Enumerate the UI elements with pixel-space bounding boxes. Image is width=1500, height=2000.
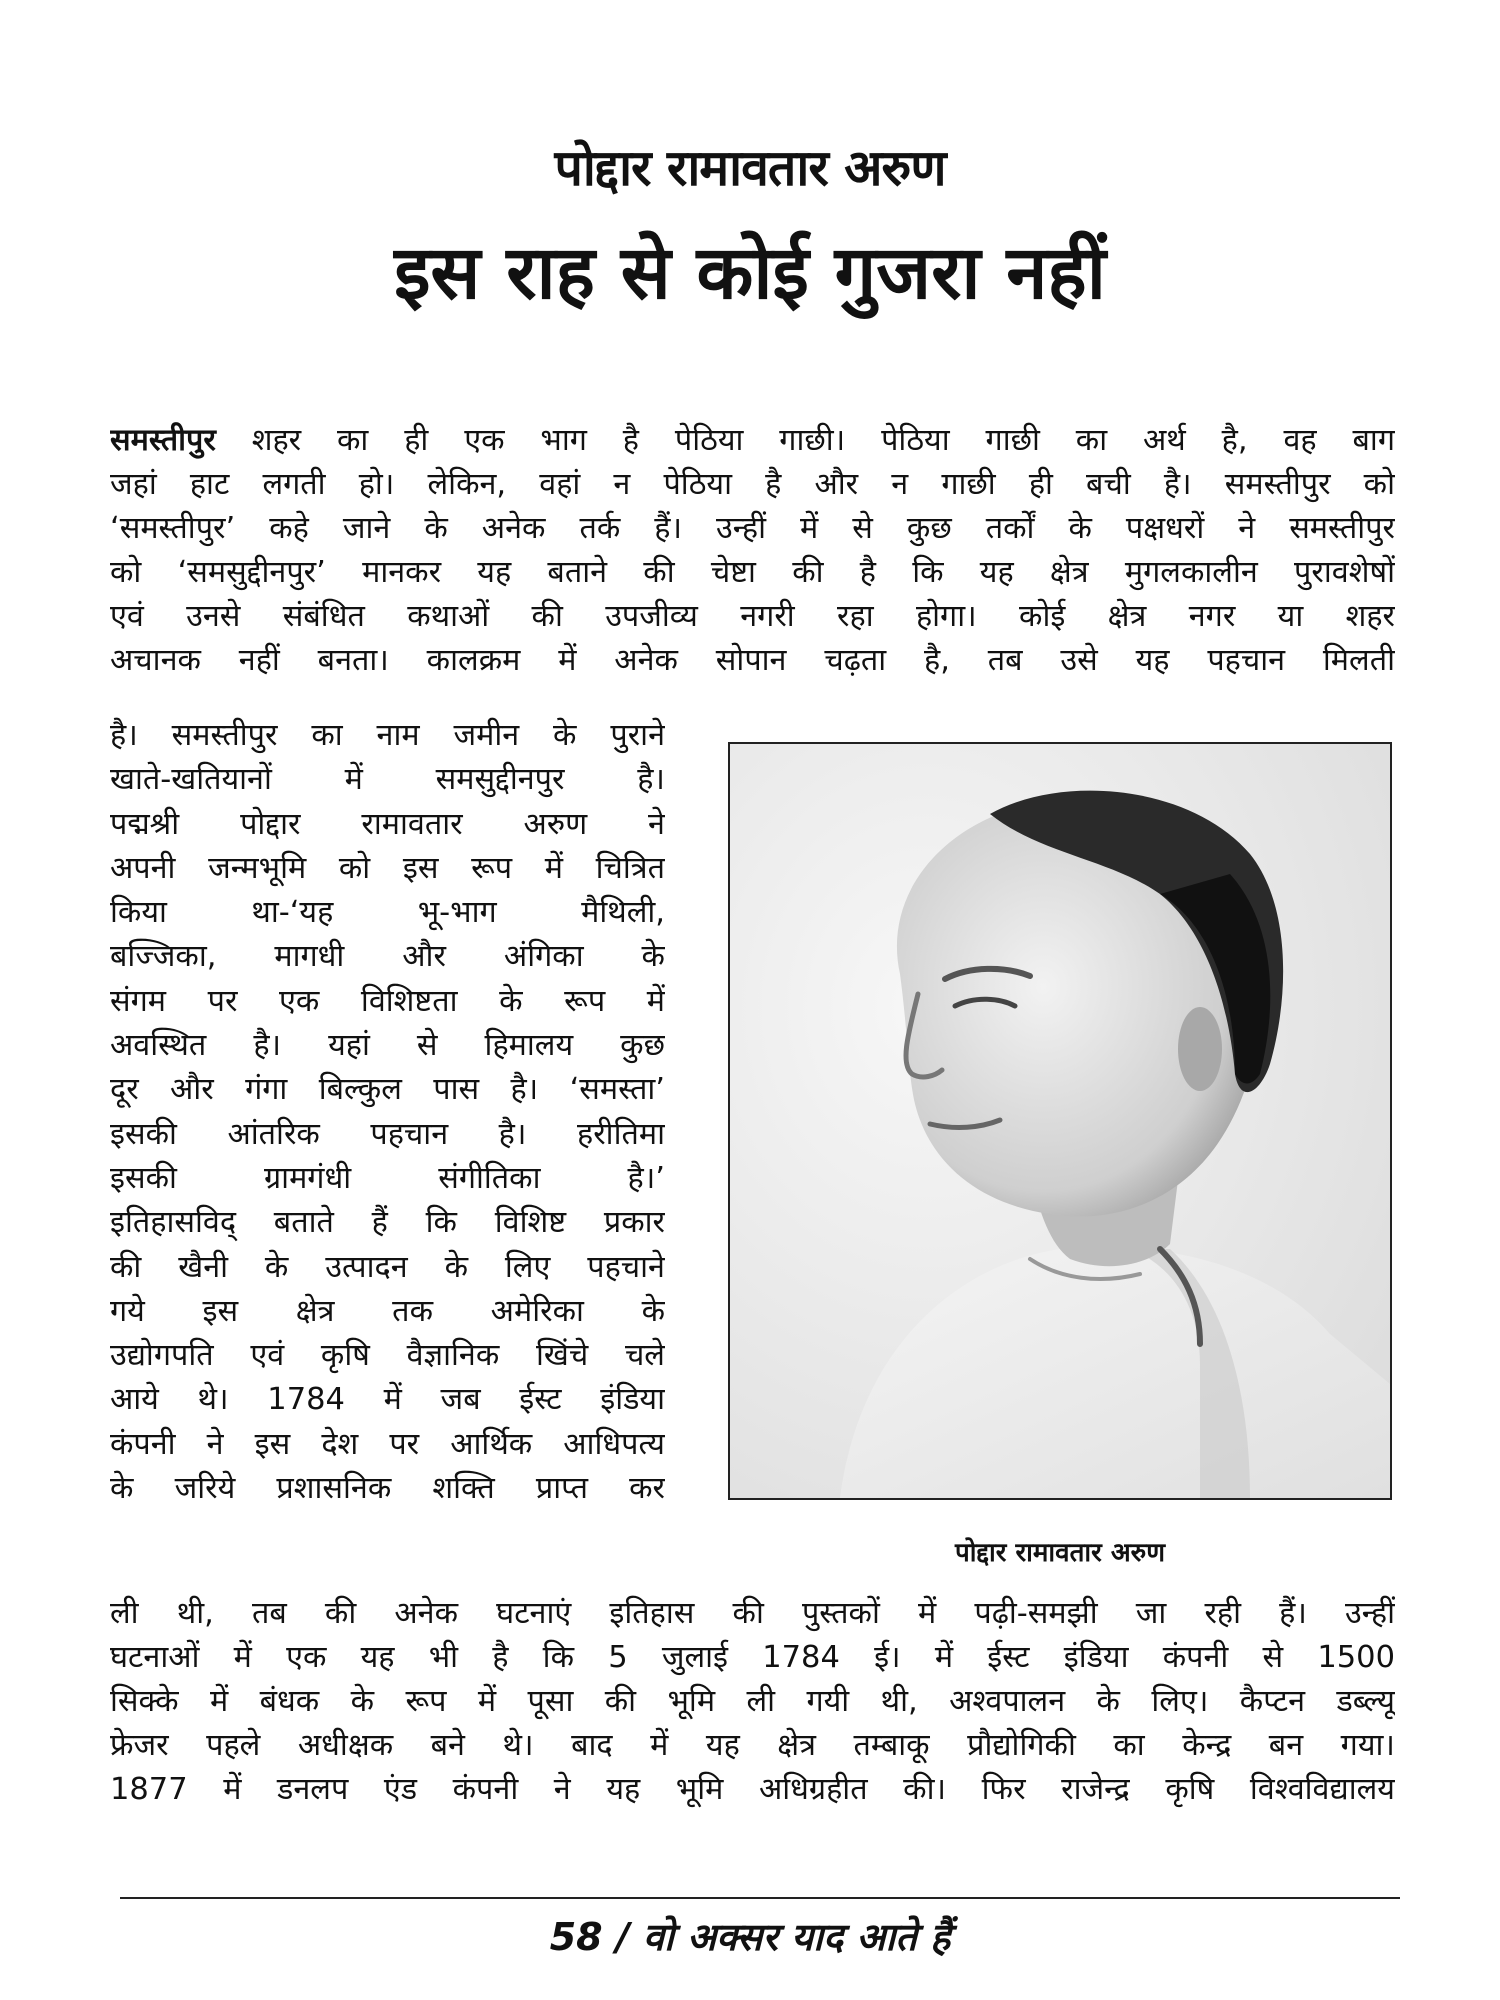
column-line: इसकी ग्रामगंधी संगीतिका है।’: [110, 1160, 665, 1196]
column-line: कंपनी ने इस देश पर आर्थिक आधिपत्य: [110, 1426, 665, 1462]
paragraph-line: फ्रेजर पहले अधीक्षक बने थे। बाद में यह क्षेत्र तम्बाकू प्रौद्योगिकी का केन्द्र बन गया।: [110, 1728, 1395, 1763]
page-footer: 58 / वो अक्सर याद आते हैं: [549, 1915, 951, 1959]
column-line: अवस्थित है। यहां से हिमालय कुछ: [110, 1028, 665, 1064]
top-paragraph: [110, 419, 1395, 683]
paragraph-line: [110, 419, 1395, 463]
paragraph-line: एवं उनसे संबंधित कथाओं की उपजीव्य नगरी रहा होगा। कोई क्षेत्र नगर या शहर: [110, 599, 1395, 634]
author-heading: पोद्दार रामावतार अरुण: [554, 139, 946, 197]
author-portrait-photo: [728, 742, 1392, 1500]
paragraph-line: को ‘समसुद्दीनपुर’ मानकर यह बताने की चेष्टा की है कि यह क्षेत्र मुगलकालीन पुरावशेषों: [110, 555, 1395, 590]
portrait-illustration: [730, 744, 1390, 1498]
column-line: इसकी आंतरिक पहचान है। हरीतिमा: [110, 1116, 665, 1152]
lead-word: समस्तीपुर: [110, 423, 216, 458]
article-title: इस राह से कोई गुजरा नहीं: [394, 230, 1106, 316]
column-line: अपनी जन्मभूमि को इस रूप में चित्रित: [110, 850, 665, 886]
column-line: पद्मश्री पोद्दार रामावतार अरुण ने: [110, 806, 665, 842]
paragraph-line: घटनाओं में एक यह भी है कि 5 जुलाई 1784 ई। में ईस्ट इंडिया कंपनी से 1500: [110, 1640, 1395, 1675]
column-line: दूर और गंगा बिल्कुल पास है। ‘समस्ता’: [110, 1072, 665, 1108]
column-line: गये इस क्षेत्र तक अमेरिका के: [110, 1293, 665, 1329]
paragraph-line: 1877 में डनलप एंड कंपनी ने यह भूमि अधिग्रहीत की। फिर राजेन्द्र कृषि विश्वविद्यालय: [110, 1772, 1395, 1807]
left-column-text: [110, 714, 665, 1511]
paragraph-line: ली थी, तब की अनेक घटनाएं इतिहास की पुस्तकों में पढ़ी-समझी जा रही हैं। उन्हीं: [110, 1596, 1395, 1631]
column-line: उद्योगपति एवं कृषि वैज्ञानिक खिंचे चले: [110, 1338, 665, 1374]
column-line: के जरिये प्रशासनिक शक्ति प्राप्त कर: [110, 1471, 665, 1507]
paragraph-line: जहां हाट लगती हो। लेकिन, वहां न पेठिया है और न गाछी ही बची है। समस्तीपुर को: [110, 467, 1395, 502]
column-line: बज्जिका, मागधी और अंगिका के: [110, 939, 665, 975]
paragraph-line: अचानक नहीं बनता। कालक्रम में अनेक सोपान चढ़ता है, तब उसे यह पहचान मिलती: [110, 643, 1395, 678]
column-line: खाते-खतियानों में समसुद्दीनपुर है।: [110, 762, 665, 798]
column-line: आये थे। 1784 में जब ईस्ट इंडिया: [110, 1382, 665, 1418]
column-line: इतिहासविद् बताते हैं कि विशिष्ट प्रकार: [110, 1205, 665, 1241]
column-line: है। समस्तीपुर का नाम जमीन के पुराने: [110, 718, 665, 753]
column-line: संगम पर एक विशिष्टता के रूप में: [110, 983, 665, 1019]
column-line: की खैनी के उत्पादन के लिए पहचाने: [110, 1249, 665, 1285]
paragraph-line: ‘समस्तीपुर’ कहे जाने के अनेक तर्क हैं। उन्हीं में से कुछ तर्कों के पक्षधरों ने समस्तीपुर: [110, 511, 1395, 546]
photo-caption: पोद्दार रामावतार अरुण: [954, 1538, 1166, 1568]
bottom-paragraph: [110, 1592, 1395, 1812]
lead-line-text: शहर का ही एक भाग है पेठिया गाछी। पेठिया गाछी का अर्थ है, वह बाग: [215, 423, 1395, 458]
column-line: किया था-‘यह भू-भाग मैथिली,: [110, 895, 665, 931]
footer-divider: [120, 1897, 1400, 1899]
paragraph-line: सिक्के में बंधक के रूप में पूसा की भूमि ली गयी थी, अश्वपालन के लिए। कैप्टन डब्ल्यू: [110, 1684, 1395, 1719]
